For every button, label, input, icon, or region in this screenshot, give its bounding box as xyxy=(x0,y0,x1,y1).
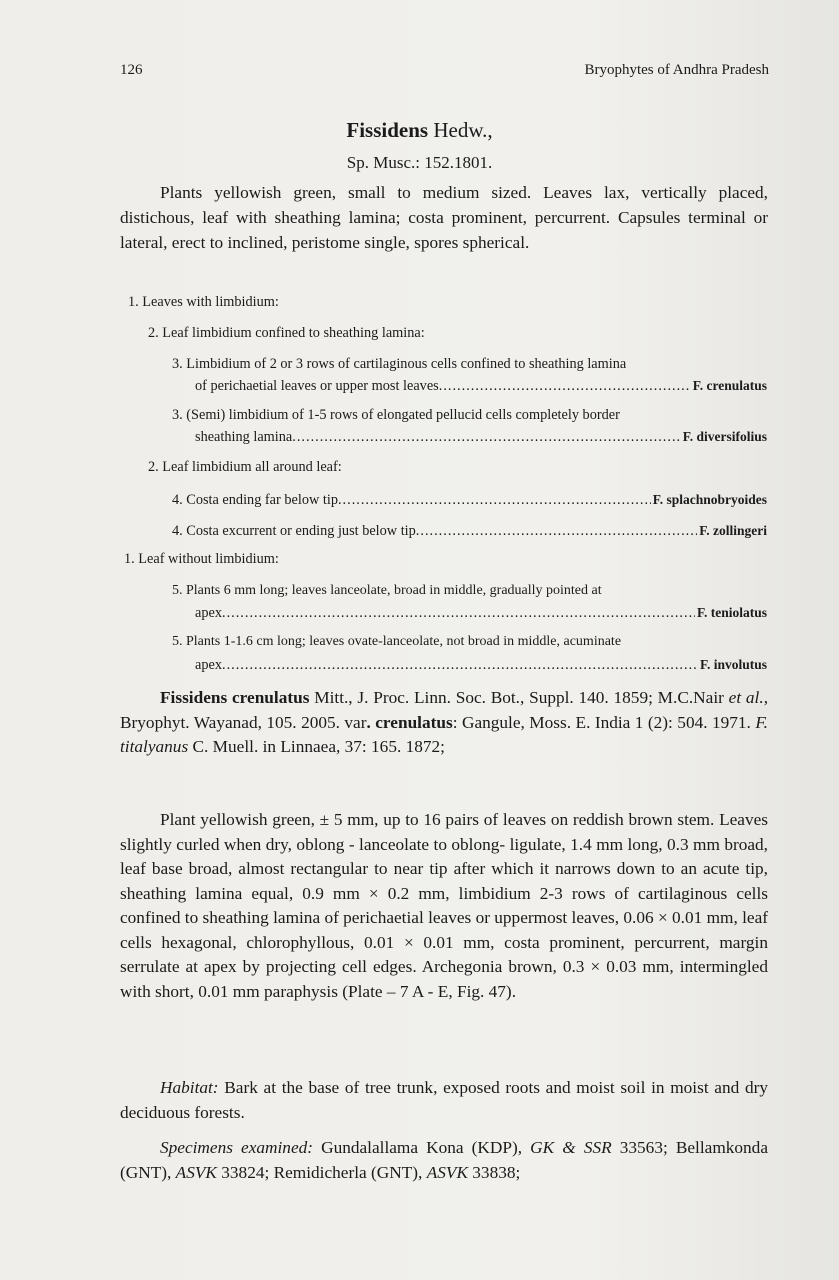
key-line: 2. Leaf limbidium all around leaf: xyxy=(148,459,342,475)
genus-author: Hedw., xyxy=(433,118,493,142)
key-line: 2. Leaf limbidium confined to sheathing lamina: xyxy=(148,325,425,341)
genus-citation: Sp. Musc.: 152.1801. xyxy=(346,153,493,172)
key-text: of perichaetial leaves or upper most leaves xyxy=(195,378,439,394)
key-line xyxy=(172,489,767,511)
habitat-text: Bark at the base of tree trunk, exposed roots and moist soil in moist and dry deciduous forests. xyxy=(120,1078,768,1122)
citation-text: C. Muell. in Linnaea, 37: 165. 1872; xyxy=(188,737,445,756)
running-title: Bryophytes of Andhra Pradesh xyxy=(584,62,769,78)
key-line: 3. Limbidium of 2 or 3 rows of cartilaginous cells confined to sheathing lamina xyxy=(172,356,627,372)
key-result: F. involutus xyxy=(699,657,767,672)
key-result: F. splachnobryoides xyxy=(652,492,767,507)
specimen-text: 33824; Remidicherla (GNT), xyxy=(216,1162,427,1182)
key-text: 4. Costa excurrent or ending just below tip xyxy=(172,523,416,539)
key-text: sheathing lamina xyxy=(195,429,293,445)
collector: GK & SSR xyxy=(530,1138,612,1157)
key-text: apex xyxy=(195,657,222,673)
specimen-text: 33563; Bellamkonda (GNT), xyxy=(120,1138,768,1182)
key-line: 1. Leaf without limbidium: xyxy=(124,551,279,567)
citation-text: et al. xyxy=(728,688,764,707)
species-citation xyxy=(120,686,768,760)
key-line xyxy=(195,602,767,624)
species-description: Plant yellowish green, ± 5 mm, up to 16 pairs of leaves on reddish brown stem. Leaves slightly curled when dry, oblong - lanceolate to oblong- ligulate, 1.4 mm long, 0.3 mm broad, leaf base broad, almost rectangular to near tip after which it narrows down to an acute tip, sheathing lamina equal, 0.9 mm × 0.2 mm, limbidium 2-3 rows of cartilaginous cells confined to sheathing lamina of perichaetial leaves or uppermost leaves, 0.06 × 0.01 mm, leaf cells hexagonal, chlorophyllous, 0.01 × 0.01 mm, costa prominent, percurrent, margin serrulate at apex by projecting cell edges. Archegonia brown, 0.3 × 0.03 mm, intermingled with short, 0.01 mm paraphysis (Plate – 7 A - E, Fig. 47). xyxy=(120,810,768,1001)
key-line: 1. Leaves with limbidium: xyxy=(128,294,279,310)
key-result: F. teniolatus xyxy=(696,605,767,620)
key-result: F. zollingeri xyxy=(699,523,767,538)
specimen-text: Gundalallama Kona (KDP), xyxy=(313,1138,531,1157)
citation-text: , Bryophyt. Wayanad, 105. 2005. var xyxy=(120,688,769,732)
genus-name: Fissidens xyxy=(346,118,429,142)
species-name: Fissidens crenulatus xyxy=(160,688,310,707)
habitat-label: Habitat: xyxy=(160,1078,219,1097)
key-line xyxy=(172,520,767,542)
key-line xyxy=(195,426,767,448)
genus-heading xyxy=(0,118,839,143)
page-number: 126 xyxy=(120,62,143,78)
habitat xyxy=(120,1076,768,1125)
key-text: 4. Costa ending far below tip xyxy=(172,492,338,508)
key-result: F. crenulatus xyxy=(692,378,767,393)
specimens-label: Specimens examined: xyxy=(160,1138,314,1157)
key-line xyxy=(195,375,767,397)
citation-text: : Gangule, Moss. E. India 1 (2): 504. 1971. xyxy=(452,712,756,732)
key-line: 5. Plants 1-1.6 cm long; leaves ovate-lanceolate, not broad in middle, acuminate xyxy=(172,634,622,649)
synonym: F. titalyanus xyxy=(120,712,768,756)
collector: ASVK xyxy=(426,1162,468,1182)
key-line: 5. Plants 6 mm long; leaves lanceolate, broad in middle, gradually pointed at xyxy=(172,583,602,598)
citation-text: Mitt., J. Proc. Linn. Soc. Bot., Suppl. 140. 1859; M.C.Nair xyxy=(309,688,729,707)
key-result: F. diversifolius xyxy=(682,429,767,444)
specimens-examined xyxy=(120,1136,768,1185)
key-line: 3. (Semi) limbidium of 1-5 rows of elongated pellucid cells completely border xyxy=(172,407,620,423)
variety-name: . crenulatus xyxy=(366,712,453,732)
key-line xyxy=(195,654,767,676)
genus-description: Plants yellowish green, small to medium sized. Leaves lax, vertically placed, distichous, leaf with sheathing lamina; costa prominent, percurrent. Capsules terminal or lateral, erect to inclined, peristome single, spores spherical. xyxy=(120,183,768,252)
key-text: apex xyxy=(195,605,222,621)
specimen-text: 33838; xyxy=(467,1162,521,1182)
collector: ASVK xyxy=(175,1162,217,1182)
